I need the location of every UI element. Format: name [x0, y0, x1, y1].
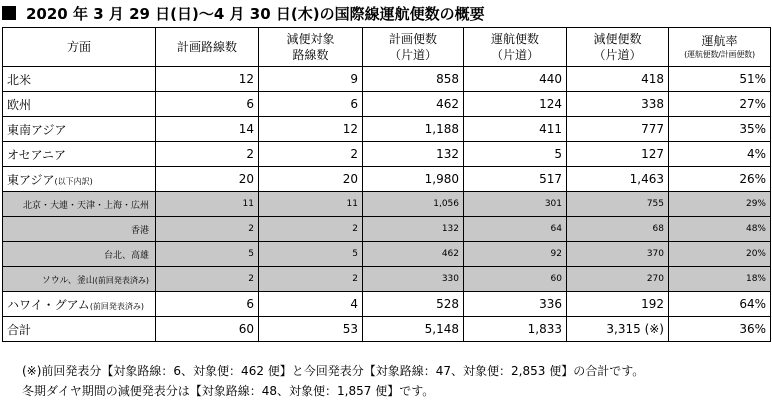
header-operation-rate: 運航率 (運航便数/計画便数) [669, 28, 771, 67]
region-cell [3, 267, 156, 292]
table-subrow [3, 217, 771, 242]
planned-routes-cell: 2 [156, 142, 259, 167]
table-row [3, 167, 771, 192]
planned-routes-cell: 6 [156, 292, 259, 317]
operated-flights-cell: 124 [464, 92, 567, 117]
planned-routes-cell: 12 [156, 67, 259, 92]
rate-cell: 4% [669, 142, 771, 167]
operated-flights-cell: 64 [464, 217, 567, 242]
rate-cell: 64% [669, 292, 771, 317]
operated-flights-cell: 5 [464, 142, 567, 167]
region-cell [3, 117, 156, 142]
region-label: 合計 [7, 322, 32, 337]
region-cell [3, 292, 156, 317]
region-label: 東南アジア [7, 122, 67, 137]
table-row [3, 317, 771, 342]
planned-flights-cell: 132 [363, 217, 464, 242]
planned-routes-cell: 14 [156, 117, 259, 142]
region-label: ソウル、釜山 [41, 275, 95, 286]
operated-flights-cell: 60 [464, 267, 567, 292]
planned-flights-cell: 462 [363, 92, 464, 117]
rate-cell: 35% [669, 117, 771, 142]
reduced-routes-cell: 6 [259, 92, 363, 117]
flights-table [2, 27, 771, 342]
rate-cell: 36% [669, 317, 771, 342]
cut-flights-cell: 192 [567, 292, 669, 317]
header-reduced-routes: 減便対象 路線数 [259, 28, 363, 67]
reduced-routes-cell: 4 [259, 292, 363, 317]
planned-routes-cell: 11 [156, 192, 259, 217]
cut-flights-cell: 127 [567, 142, 669, 167]
region-cell [3, 317, 156, 342]
region-label: ハワイ・グアム [7, 297, 90, 312]
table-header-row [3, 28, 771, 67]
operated-flights-cell: 92 [464, 242, 567, 267]
region-note: (前回発表済み) [94, 275, 149, 285]
header-region: 方面 [3, 28, 156, 67]
region-note: (以下内訳) [54, 176, 93, 186]
region-cell [3, 167, 156, 192]
cut-flights-cell: 3,315 (※) [567, 317, 669, 342]
planned-flights-cell: 1,056 [363, 192, 464, 217]
region-label: 香港 [130, 225, 149, 236]
cut-flights-cell: 1,463 [567, 167, 669, 192]
rate-cell: 27% [669, 92, 771, 117]
table-subrow [3, 192, 771, 217]
rate-cell: 29% [669, 192, 771, 217]
planned-flights-cell: 330 [363, 267, 464, 292]
operated-flights-cell: 440 [464, 67, 567, 92]
planned-routes-cell: 6 [156, 92, 259, 117]
operated-flights-cell: 301 [464, 192, 567, 217]
rate-cell: 18% [669, 267, 771, 292]
cut-flights-cell: 68 [567, 217, 669, 242]
planned-flights-cell: 132 [363, 142, 464, 167]
region-cell [3, 67, 156, 92]
reduced-routes-cell: 9 [259, 67, 363, 92]
rate-cell: 51% [669, 67, 771, 92]
planned-flights-cell: 858 [363, 67, 464, 92]
reduced-routes-cell: 5 [259, 242, 363, 267]
region-cell [3, 142, 156, 167]
operated-flights-cell: 517 [464, 167, 567, 192]
planned-flights-cell: 462 [363, 242, 464, 267]
header-cut-flights: 減便便数 （片道） [567, 28, 669, 67]
cut-flights-cell: 370 [567, 242, 669, 267]
reduced-routes-cell: 2 [259, 267, 363, 292]
planned-routes-cell: 2 [156, 217, 259, 242]
cut-flights-cell: 338 [567, 92, 669, 117]
rate-cell: 48% [669, 217, 771, 242]
region-cell [3, 192, 156, 217]
region-note: (前回発表済み) [89, 301, 145, 311]
operated-flights-cell: 1,833 [464, 317, 567, 342]
reduced-routes-cell: 2 [259, 142, 363, 167]
reduced-routes-cell: 20 [259, 167, 363, 192]
region-cell [3, 92, 156, 117]
region-label: 台北、高雄 [103, 250, 149, 261]
rate-cell: 26% [669, 167, 771, 192]
planned-flights-cell: 1,188 [363, 117, 464, 142]
reduced-routes-cell: 53 [259, 317, 363, 342]
region-label: 北米 [7, 72, 32, 87]
operated-flights-cell: 411 [464, 117, 567, 142]
table-row [3, 92, 771, 117]
operated-flights-cell: 336 [464, 292, 567, 317]
table-row [3, 142, 771, 167]
cut-flights-cell: 270 [567, 267, 669, 292]
footnote-2: 冬期ダイヤ期間の減便発表分は【対象路線：48、対象便：1,857 便】です。 [22, 384, 435, 398]
table-row [3, 117, 771, 142]
planned-flights-cell: 5,148 [363, 317, 464, 342]
table-row [3, 292, 771, 317]
region-label: 東アジア [7, 172, 55, 187]
rate-cell: 20% [669, 242, 771, 267]
reduced-routes-cell: 12 [259, 117, 363, 142]
planned-routes-cell: 5 [156, 242, 259, 267]
title-text: 2020 年 3 月 29 日(日)～4 月 30 日(木)の国際線運航便数の概要 [26, 4, 485, 23]
table-row [3, 67, 771, 92]
region-label: オセアニア [7, 147, 67, 162]
page-title [2, 2, 485, 24]
header-planned-routes: 計画路線数 [156, 28, 259, 67]
cut-flights-cell: 755 [567, 192, 669, 217]
region-label: 北京・大連・天津・上海・広州 [22, 200, 149, 211]
header-operated-flights: 運航便数 （片道） [464, 28, 567, 67]
cut-flights-cell: 418 [567, 67, 669, 92]
region-cell [3, 217, 156, 242]
header-planned-flights: 計画便数 （片道） [363, 28, 464, 67]
planned-routes-cell: 2 [156, 267, 259, 292]
cut-flights-cell: 777 [567, 117, 669, 142]
region-cell [3, 242, 156, 267]
region-label: 欧州 [7, 97, 32, 112]
planned-routes-cell: 20 [156, 167, 259, 192]
reduced-routes-cell: 11 [259, 192, 363, 217]
planned-flights-cell: 1,980 [363, 167, 464, 192]
footnotes [22, 361, 644, 401]
planned-flights-cell: 528 [363, 292, 464, 317]
planned-routes-cell: 60 [156, 317, 259, 342]
table-subrow [3, 242, 771, 267]
table-subrow [3, 267, 771, 292]
square-bullet-icon [2, 6, 16, 20]
footnote-1: (※)前回発表分【対象路線：6、対象便：462 便】と今回発表分【対象路線：47、対象便：2,853 便】の合計です。 [22, 364, 645, 378]
reduced-routes-cell: 2 [259, 217, 363, 242]
